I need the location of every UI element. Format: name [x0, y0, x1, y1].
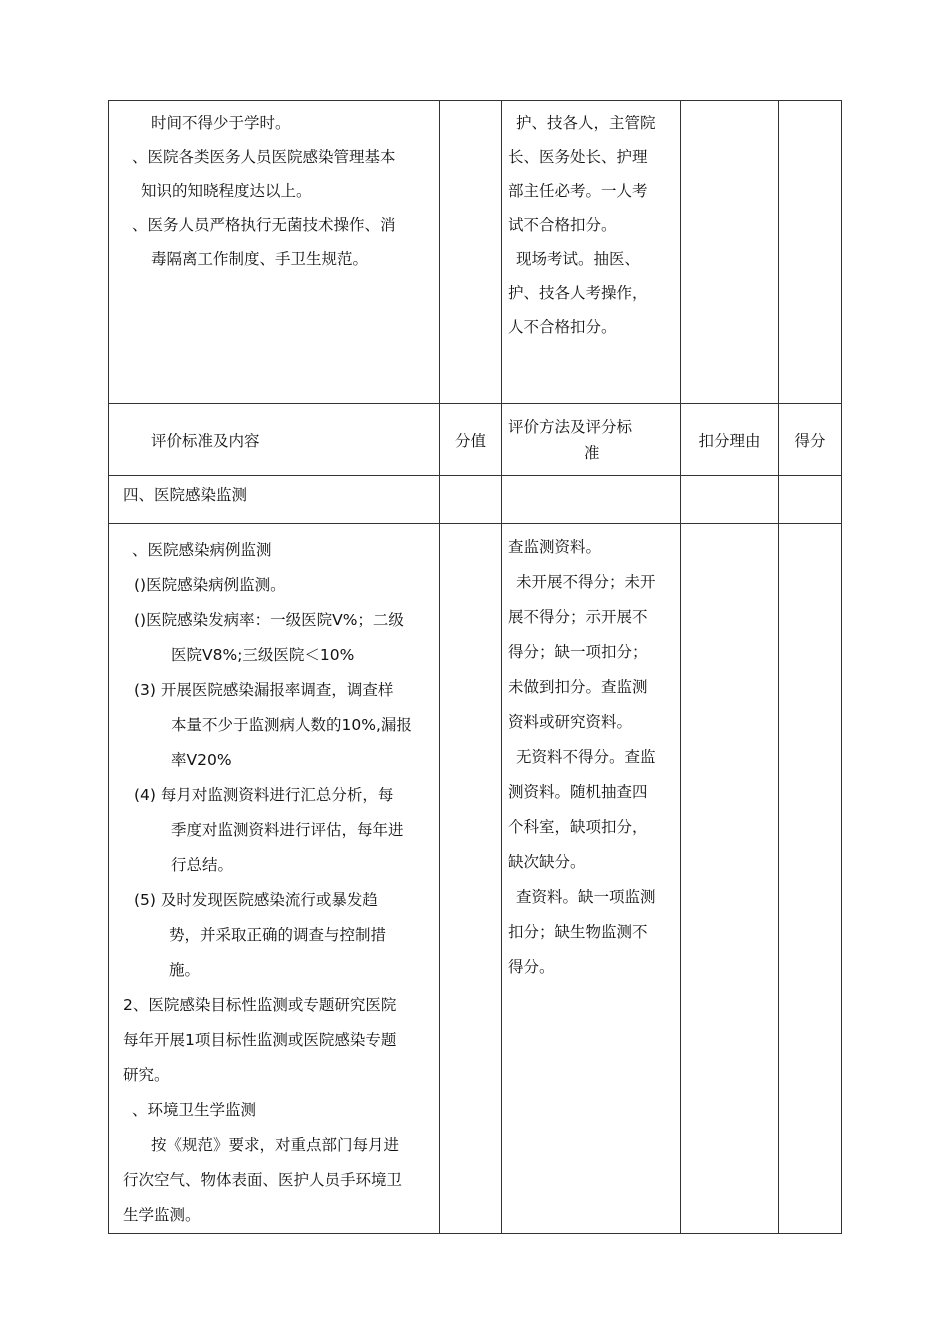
- points-cell-top: [779, 101, 842, 404]
- section-row: [109, 476, 842, 524]
- criteria-line: 2、医院感染目标性监测或专题研究医院: [123, 996, 397, 1014]
- method-cell-main: [502, 524, 681, 1234]
- header-score: [440, 404, 502, 476]
- section-points-cell: [779, 476, 842, 524]
- section-title-cell: [109, 476, 440, 524]
- section-title: 四、医院感染监测: [123, 485, 248, 504]
- criteria-line: 本量不少于监测病人数的10%,漏报: [171, 716, 412, 734]
- method-line: 查监测资料。: [508, 538, 602, 556]
- criteria-line: (3) 开展医院感染漏报率调查，调查样: [134, 681, 394, 699]
- section-score-cell: [440, 476, 502, 524]
- deduct-reason-cell-top: [681, 101, 779, 404]
- criteria-line: 时间不得少于学时。: [151, 114, 291, 132]
- method-line: 扣分；缺生物监测不: [508, 923, 648, 941]
- table-row-main: [109, 524, 842, 1234]
- header-deduct-reason: [681, 404, 779, 476]
- method-line: 未开展不得分；未开: [516, 573, 656, 591]
- score-cell-top: [440, 101, 502, 404]
- header-points-label: 得分: [794, 431, 826, 450]
- criteria-line: 行次空气、物体表面、医护人员手环境卫: [123, 1171, 403, 1189]
- criteria-line: 施。: [169, 961, 201, 979]
- method-line: 现场考试。抽医、: [516, 250, 641, 268]
- method-line: 试不合格扣分。: [508, 216, 617, 234]
- method-line: 护、技各人，主管院: [516, 114, 656, 132]
- criteria-line: ()医院感染病例监测。: [134, 576, 286, 594]
- criteria-line: 每年开展1项目标性监测或医院感染专题: [123, 1031, 397, 1049]
- criteria-line: 、环境卫生学监测: [132, 1101, 257, 1119]
- criteria-line: 毒隔离工作制度、手卫生规范。: [151, 250, 369, 268]
- header-method: [502, 404, 681, 476]
- criteria-line: (5) 及时发现医院感染流行或暴发趋: [134, 891, 378, 909]
- criteria-line: 、医务人员严格执行无菌技术操作、消: [132, 216, 396, 234]
- table-row-top: [109, 101, 842, 404]
- criteria-line: ()医院感染发病率：一级医院V%；二级: [134, 611, 404, 629]
- header-method-line1: 评价方法及评分标: [508, 417, 633, 436]
- criteria-cell-main: [109, 524, 440, 1234]
- header-method-line2: 准: [584, 443, 600, 462]
- method-line: 长、医务处长、护理: [508, 148, 648, 166]
- method-line: 查资料。缺一项监测: [516, 888, 656, 906]
- criteria-line: 行总结。: [171, 856, 234, 874]
- method-line: 人不合格扣分。: [508, 318, 617, 336]
- criteria-line: 生学监测。: [123, 1206, 201, 1224]
- method-line: 护、技各人考操作，: [508, 284, 648, 302]
- criteria-line: 、医院感染病例监测: [132, 541, 272, 559]
- method-line: 展不得分；示开展不: [508, 608, 648, 626]
- method-line: 测资料。随机抽查四: [508, 783, 648, 801]
- section-method-cell: [502, 476, 681, 524]
- criteria-line: 势，并采取正确的调查与控制措: [169, 926, 387, 944]
- criteria-line: 按《规范》要求，对重点部门每月进: [151, 1136, 400, 1154]
- evaluation-table: [108, 100, 842, 1234]
- method-line: 无资料不得分。查监: [516, 748, 656, 766]
- header-points: [779, 404, 842, 476]
- table-header-row: [109, 404, 842, 476]
- criteria-line: 研究。: [123, 1066, 170, 1084]
- header-deduct-reason-label: 扣分理由: [698, 431, 761, 450]
- header-criteria-label: 评价标准及内容: [151, 431, 260, 450]
- points-cell-main: [779, 524, 842, 1234]
- criteria-line: 季度对监测资料进行评估，每年进: [171, 821, 404, 839]
- criteria-cell-top: [109, 101, 440, 404]
- method-line: 得分。: [508, 958, 555, 976]
- criteria-line: 率V20%: [171, 751, 232, 769]
- method-cell-top: [502, 101, 681, 404]
- method-line: 资料或研究资料。: [508, 713, 633, 731]
- method-line: 未做到扣分。查监测: [508, 678, 648, 696]
- method-line: 个科室，缺项扣分，: [508, 818, 648, 836]
- criteria-line: 知识的知晓程度达以上。: [141, 182, 312, 200]
- criteria-line: (4) 每月对监测资料进行汇总分析，每: [134, 786, 394, 804]
- criteria-line: 医院V8%;三级医院＜10%: [171, 646, 355, 664]
- header-score-label: 分值: [454, 431, 486, 450]
- score-cell-main: [440, 524, 502, 1234]
- header-criteria: [109, 404, 440, 476]
- deduct-reason-cell-main: [681, 524, 779, 1234]
- section-deduct-cell: [681, 476, 779, 524]
- criteria-line: 、医院各类医务人员医院感染管理基本: [132, 148, 396, 166]
- method-line: 缺次缺分。: [508, 853, 586, 871]
- method-line: 得分；缺一项扣分；: [508, 643, 648, 661]
- method-line: 部主任必考。一人考: [508, 182, 648, 200]
